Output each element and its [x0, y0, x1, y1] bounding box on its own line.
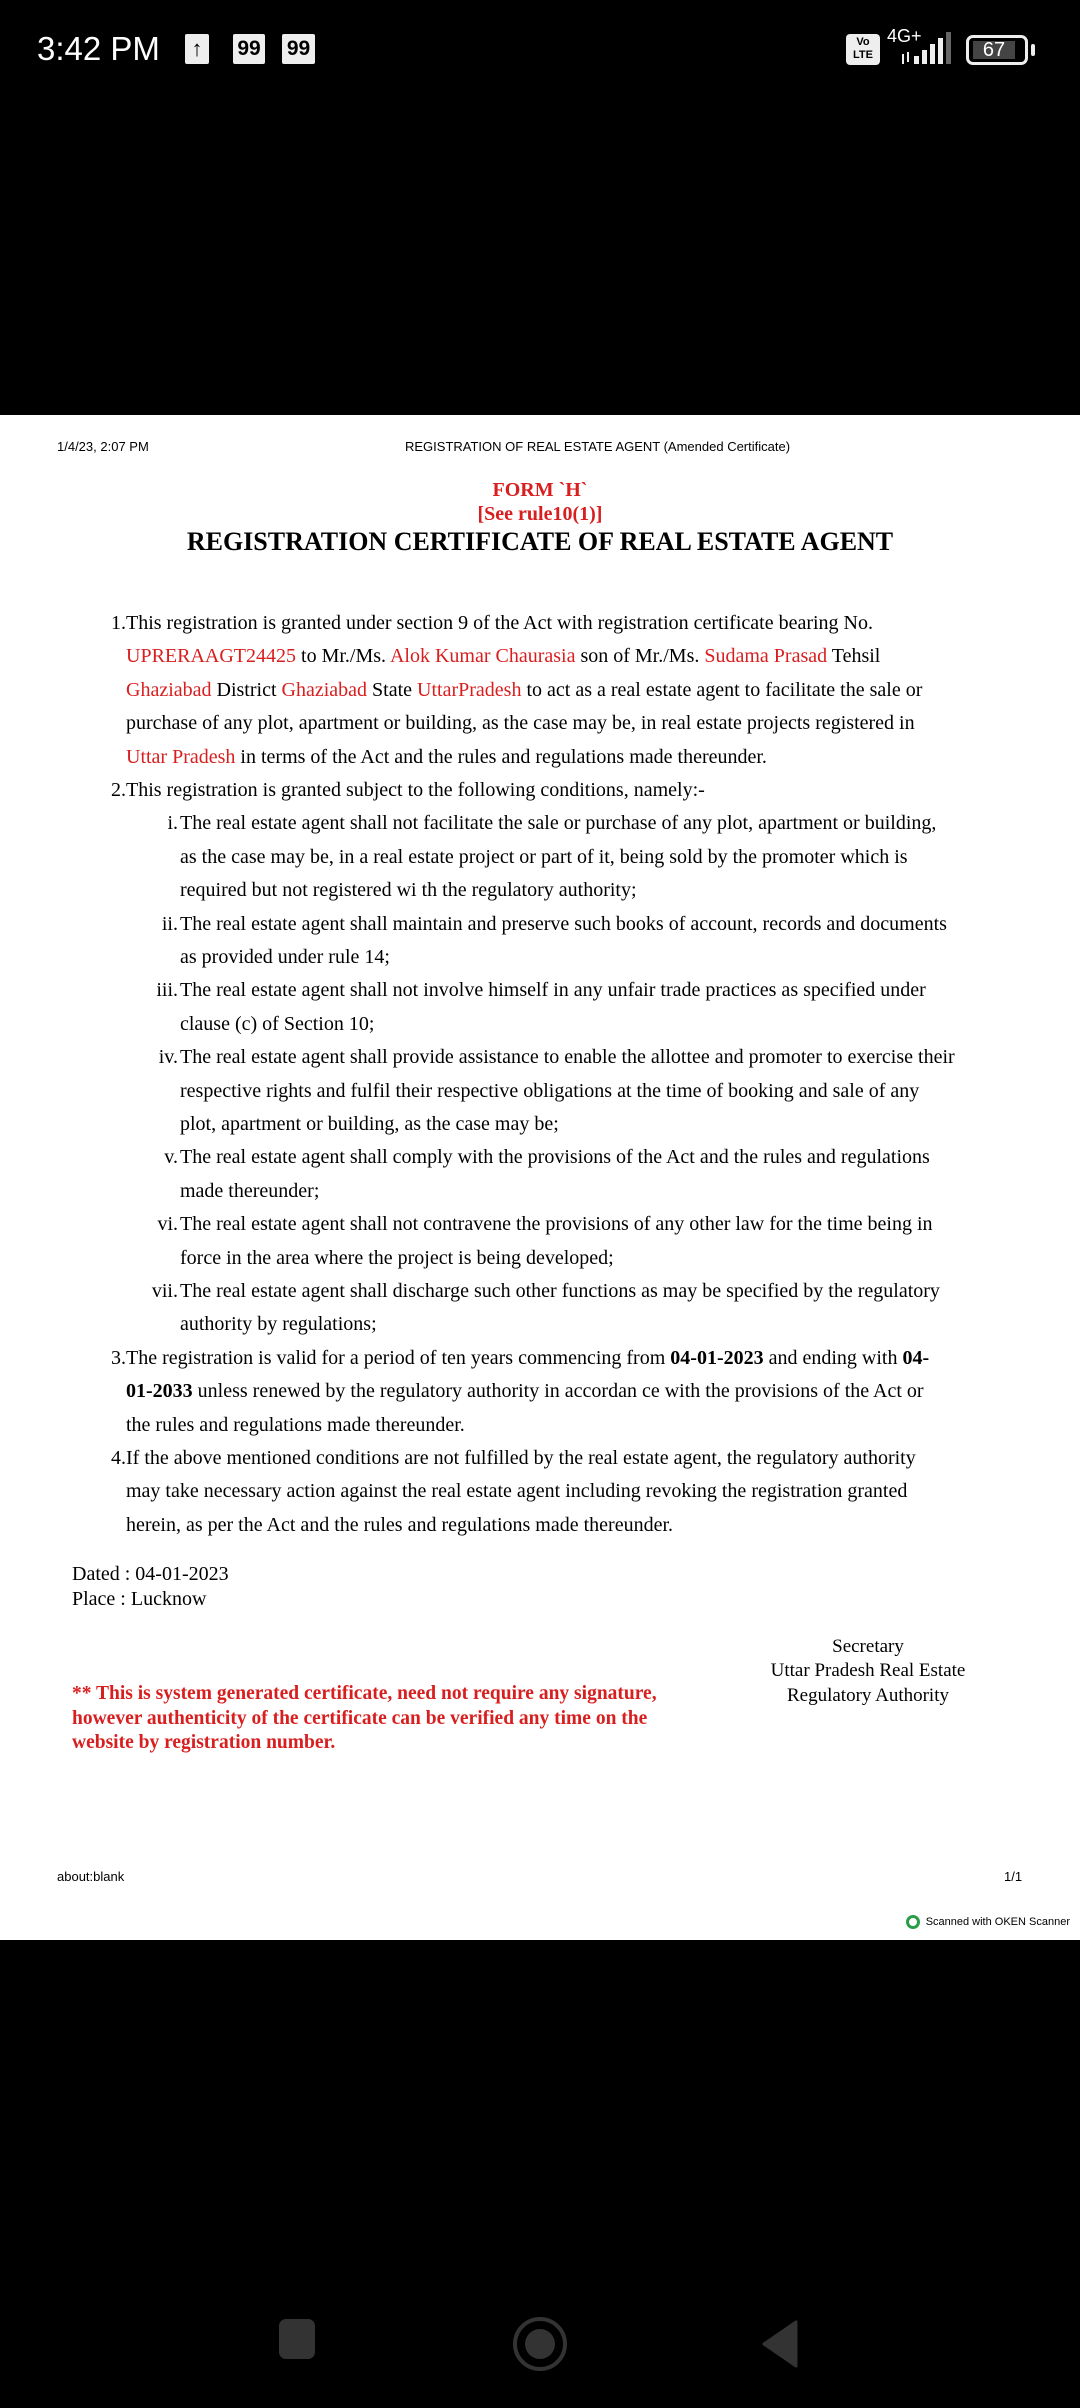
- text-segment: required but not registered wi th the regulatory authority;: [180, 879, 637, 902]
- paragraph-line: [180, 1212, 933, 1236]
- paragraph-line: [180, 945, 390, 969]
- paragraph-line: [180, 878, 637, 902]
- scanner-label: Scanned with OKEN Scanner: [925, 1916, 1070, 1928]
- system-note: however authenticity of the certificate can be verified any time on the: [72, 1708, 648, 1729]
- text-segment: in terms of the Act and the rules and regulations made thereunder.: [235, 745, 767, 768]
- text-segment: 04-01-2023: [670, 1346, 764, 1369]
- item-number: 3.: [111, 1346, 126, 1369]
- battery-icon: [966, 35, 1028, 65]
- text-segment: to act as a real estate agent to facilitate the sale or: [521, 678, 923, 701]
- text-segment: The real estate agent shall not facilitate the sale or purchase of any plot, apartment or building,: [180, 812, 937, 835]
- text-segment: If the above mentioned conditions are not fulfilled by the real estate agent, the regulatory authority: [126, 1447, 916, 1469]
- signal-icon: [900, 30, 956, 66]
- signatory-org: Uttar Pradesh Real Estate: [770, 1660, 966, 1681]
- text-segment: The real estate agent shall comply with the provisions of the Act and the rules and regulations: [180, 1146, 930, 1169]
- text-segment: as the case may be, in a real estate project or part of it, being sold by the promoter which is: [180, 845, 908, 868]
- battery-level: 67: [973, 41, 1015, 59]
- text-segment: and ending with: [763, 1346, 903, 1369]
- text-segment: The real estate agent shall not involve himself in any unfair trade practices as specified under: [180, 979, 926, 1002]
- filled-value: UPRERAAGT24425: [126, 645, 297, 668]
- text-segment: 04-: [902, 1346, 930, 1369]
- network-type: 4G+: [887, 26, 922, 46]
- scanner-watermark: [906, 1915, 1070, 1929]
- notification-badge: 99: [233, 34, 265, 64]
- text-segment: purchase of any plot, apartment or building, as the case may be, in real estate projects registered in: [126, 712, 915, 735]
- print-header-title: REGISTRATION OF REAL ESTATE AGENT (Amended Certificate): [405, 439, 791, 454]
- paragraph-line: [126, 1346, 929, 1370]
- item-number: v.: [164, 1146, 178, 1169]
- dated: Dated : 04-01-2023: [72, 1563, 229, 1585]
- text-segment: the rules and regulations made thereunder.: [126, 1413, 465, 1436]
- paragraph-line: [180, 912, 947, 936]
- item-number: i.: [167, 812, 178, 835]
- page-number: 1/1: [1004, 1869, 1023, 1884]
- signatory-title: Secretary: [832, 1636, 904, 1657]
- paragraph-line: [180, 1112, 559, 1136]
- paragraph-line: [126, 745, 767, 769]
- print-footer-url: about:blank: [57, 1869, 125, 1884]
- text-segment: as provided under rule 14;: [180, 946, 390, 968]
- status-bar: [0, 0, 1080, 100]
- certificate-title: REGISTRATION CERTIFICATE OF REAL ESTATE AGENT: [186, 527, 894, 556]
- text-segment: The real estate agent shall discharge such other functions as may be specified by the regulatory: [180, 1280, 940, 1302]
- text-segment: may take necessary action against the real estate agent including revoking the registration granted: [126, 1480, 908, 1503]
- item-number: 1.: [111, 612, 126, 634]
- filled-value: UttarPradesh: [417, 678, 522, 701]
- paragraph-line: [126, 1379, 924, 1403]
- text-segment: District: [211, 678, 282, 701]
- paragraph-line: [126, 711, 915, 735]
- item-number: iv.: [158, 1046, 178, 1069]
- system-note: ** This is system generated certificate, need not require any signature,: [72, 1683, 657, 1704]
- paragraph-line: [180, 845, 908, 869]
- text-segment: son of Mr./Ms.: [575, 645, 705, 668]
- system-note: website by registration number.: [72, 1732, 336, 1753]
- print-datetime: 1/4/23, 2:07 PM: [57, 439, 149, 454]
- text-segment: unless renewed by the regulatory authority in accordan ce with the provisions of the Act or: [192, 1380, 924, 1403]
- signatory-org: Regulatory Authority: [786, 1685, 949, 1706]
- text-segment: The real estate agent shall not contravene the provisions of any other law for the time being in: [180, 1213, 933, 1236]
- paragraph-line: [126, 678, 922, 702]
- volte-icon: Vo LTE: [846, 34, 880, 65]
- filled-value: Alok Kumar Chaurasia: [389, 645, 576, 668]
- paragraph-line: [180, 1279, 940, 1303]
- text-segment: 01-2033: [126, 1380, 193, 1403]
- item-number: iii.: [156, 979, 178, 1002]
- place: Place : Lucknow: [72, 1588, 207, 1610]
- document-page: [0, 415, 1080, 1940]
- text-segment: herein, as per the Act and the rules and regulations made thereunder.: [126, 1513, 674, 1536]
- filled-value: Sudama Prasad: [704, 645, 828, 668]
- oken-logo-icon: [906, 1915, 920, 1929]
- filled-value: Uttar Pradesh: [126, 745, 236, 768]
- paragraph-line: [126, 611, 873, 635]
- item-number: ii.: [161, 912, 178, 935]
- paragraph-line: [126, 1513, 673, 1537]
- recents-button[interactable]: [278, 2318, 316, 2360]
- notification-badge: 99: [282, 34, 315, 64]
- paragraph-line: [180, 978, 926, 1002]
- item-number: vi.: [157, 1213, 178, 1236]
- back-button[interactable]: [760, 2320, 800, 2368]
- text-segment: clause (c) of Section 10;: [180, 1012, 375, 1035]
- home-button[interactable]: [512, 2316, 568, 2372]
- text-segment: authority by regulations;: [180, 1313, 377, 1336]
- text-segment: The real estate agent shall provide assistance to enable the allottee and promoter to exercise their: [180, 1046, 955, 1069]
- paragraph-line: [126, 1446, 916, 1470]
- item-number: vii.: [151, 1280, 178, 1302]
- paragraph-line: [180, 1179, 319, 1203]
- upload-arrow-icon: ↑: [185, 34, 209, 64]
- text-segment: State: [367, 678, 418, 701]
- text-segment: This registration is granted under section 9 of the Act with registration certificate bearing No.: [126, 612, 873, 634]
- text-segment: plot, apartment or building, as the case may be;: [180, 1113, 559, 1135]
- paragraph-line: [126, 778, 705, 802]
- text-segment: The real estate agent shall maintain and preserve such books of account, records and documents: [180, 912, 947, 935]
- form-rule: [See rule10(1)]: [477, 503, 603, 525]
- text-segment: force in the area where the project is being developed;: [180, 1246, 614, 1269]
- text-segment: respective rights and fulfil their respective obligations at the time of booking and sale of any: [180, 1079, 920, 1102]
- item-number: 2.: [111, 779, 126, 801]
- form-name: FORM `H`: [492, 479, 588, 501]
- paragraph-line: [180, 1246, 614, 1270]
- paragraph-line: [180, 1045, 955, 1069]
- paragraph-line: [180, 811, 936, 835]
- paragraph-line: [180, 1012, 374, 1036]
- battery-cap: [1031, 44, 1035, 56]
- text-segment: The registration is valid for a period of ten years commencing from: [126, 1346, 671, 1369]
- paragraph-line: [180, 1145, 930, 1169]
- paragraph-line: [180, 1312, 377, 1336]
- paragraph-line: [126, 1479, 907, 1503]
- item-number: 4.: [111, 1447, 126, 1469]
- paragraph-line: [126, 1413, 465, 1437]
- paragraph-line: [180, 1079, 919, 1103]
- filled-value: Ghaziabad: [281, 678, 368, 701]
- clock: 3:42 PM: [37, 30, 160, 67]
- text-segment: to Mr./Ms.: [296, 645, 390, 668]
- filled-value: Ghaziabad: [126, 678, 212, 701]
- paragraph-line: [126, 644, 880, 668]
- text-segment: Tehsil: [827, 645, 881, 668]
- text-segment: made thereunder;: [180, 1179, 320, 1202]
- text-segment: This registration is granted subject to the following conditions, namely:-: [126, 779, 705, 801]
